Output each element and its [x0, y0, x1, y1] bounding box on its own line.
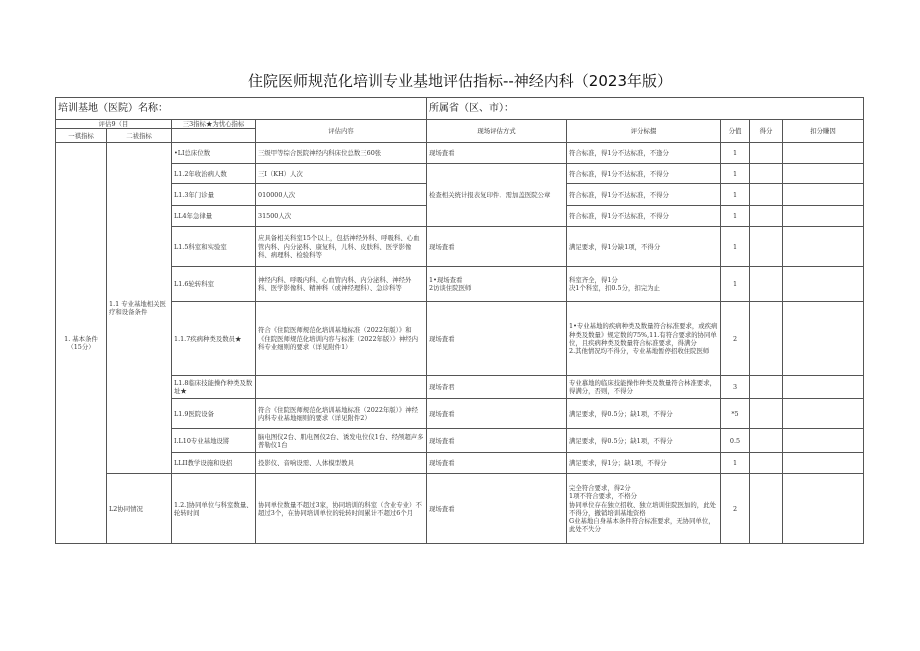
score-cell: 1: [721, 206, 750, 227]
reason-cell: [783, 376, 864, 399]
method-cell: 现场査看: [427, 453, 567, 474]
header-score: 分值: [721, 120, 750, 143]
level3-cell: L1.2年收治病人数: [172, 164, 256, 184]
got-cell: [750, 164, 783, 184]
table-row: [56, 302, 864, 376]
base-name-label: 培训基地（医院）名称：: [56, 98, 427, 120]
reason-cell: [783, 164, 864, 184]
table-row: [56, 267, 864, 302]
score-cell: 1: [721, 453, 750, 474]
header-reason: 扣分賺因: [783, 120, 864, 143]
level3-cell: 1.2.]协同单位与科室数量、轮转时间: [172, 474, 256, 544]
criteria-line: 协同单位存在独立招收、独立培训住院医加的，此处不得分，撤销培训基地资格: [569, 500, 716, 517]
method-line: 1•现场查看: [429, 276, 463, 284]
criteria-line: 1项不符合要求，不格分: [569, 492, 637, 501]
got-cell: [750, 267, 783, 302]
reason-cell: [783, 206, 864, 227]
criteria-line: G业基地自身基本条件符合标准要求，无协同单位，此处不失分: [569, 516, 715, 534]
table-row: [56, 453, 864, 474]
score-cell: 2: [721, 474, 750, 544]
score-cell: 2: [721, 302, 750, 376]
method-cell: 现场杳君: [427, 376, 567, 399]
info-row: [56, 98, 864, 120]
level3-cell: L1.3年门诊量: [172, 184, 256, 206]
reason-cell: [783, 184, 864, 206]
content-cell: 脑电图仪2台、肌电图仪2台、诱发电位仪1台、经颅超声多普勒仪1台: [256, 429, 427, 453]
content-cell: 31500人次: [256, 206, 427, 227]
criteria-cell: 符合标准，得1分不达标准，不逢分: [567, 143, 721, 164]
header-eval-item: 评估9（目: [56, 120, 172, 129]
method-cell: 现场査看: [427, 399, 567, 429]
criteria-line: 科室齐全，得1分: [569, 276, 618, 284]
got-cell: [750, 399, 783, 429]
criteria-cell: [567, 302, 721, 376]
criteria-cell: 满足要求，得0.5分；缺1项，不得分: [567, 399, 721, 429]
level3-cell: I.L10专业基地设將: [172, 429, 256, 453]
page-title: 住院医师规范化培训专业基地评估指标--神经内科（2023年版）: [247, 72, 672, 90]
score-cell: 1: [721, 164, 750, 184]
evaluation-table: [55, 97, 864, 544]
content-cell: 三级甲等综合医院神经内科床位总数三60张: [256, 143, 427, 164]
level3-cell: L1.6轮转科室: [172, 267, 256, 302]
criteria-cell: 满足要求，得1分；缺1项，不得分: [567, 453, 721, 474]
got-cell: [750, 143, 783, 164]
criteria-cell: 符合标准，得1分不达标准，不得分: [567, 206, 721, 227]
reason-cell: [783, 267, 864, 302]
level3-cell: LLII教学设施和设招: [172, 453, 256, 474]
method-cell: [427, 267, 567, 302]
reason-cell: [783, 399, 864, 429]
content-cell: [256, 376, 427, 399]
criteria-cell: 符合标准，得1分不达标准，不得分: [567, 164, 721, 184]
method-cell: 现场査看: [427, 143, 567, 164]
content-cell: 神经内科、呼吸内科、心血管内科、内分泌科、神经外科、医学影像科、精神科（或神经理科）、急诊科等: [256, 267, 427, 302]
content-cell: 三Ⅰ（KH）人次: [256, 164, 427, 184]
reason-cell: [783, 453, 864, 474]
level3-cell: •LI总床位数: [172, 143, 256, 164]
method-line: 2访谈住院医师: [429, 284, 472, 293]
level1-cell: 1. 基本条件（15分）: [56, 143, 107, 544]
reason-cell: [783, 302, 864, 376]
content-cell: 应具备相关科室15个以上，包括神经外科、呼吸科、心血管内科、内分泌科、康复科，儿科、皮肤科、医学影像科、病理科、检验科等: [256, 227, 427, 267]
method-cell: 现场査看: [427, 227, 567, 267]
content-cell: 符合《住院医师规范化培训基地标准（2022年版）》和《住院医师规范化培训内容与标准（2022年版）》神经内科专业细则的要求（详见附件1）: [256, 302, 427, 376]
score-cell: 1: [721, 227, 750, 267]
reason-cell: [783, 429, 864, 453]
table-row: [56, 164, 864, 184]
got-cell: [750, 376, 783, 399]
score-cell: 1: [721, 267, 750, 302]
criteria-cell: 满足要求，得0.5分；缺1项，不得分: [567, 429, 721, 453]
criteria-cell: 专业慕地的临床技能操作种类及数量符合林准要求，得满分，否则，不得分: [567, 376, 721, 399]
header-got: 得分: [750, 120, 783, 143]
table-row: [56, 143, 864, 164]
criteria-line: 2.其他情况均不得分，专业基地暂停招收住院医师: [569, 346, 710, 355]
content-cell: 投影仪、音响设需、人体模型教具: [256, 453, 427, 474]
table-row: [56, 399, 864, 429]
header-level2: 二祓指标: [107, 129, 172, 143]
content-cell: 协同单位数量不超过3家，协同培训的科室（含业专业）不超过3个，在协同培训单位的轮转时间累计不超过6个月: [256, 474, 427, 544]
header-level3: 三3指标★为忧心指标: [172, 120, 256, 129]
table-row: [56, 227, 864, 267]
level3-cell: LL4年急律量: [172, 206, 256, 227]
got-cell: [750, 227, 783, 267]
header-level1: 一祺指标: [56, 129, 107, 143]
got-cell: [750, 474, 783, 544]
got-cell: [750, 206, 783, 227]
level2-cell: 1.1 专业基地相关医疗和设备条件: [107, 143, 172, 474]
score-cell: 1: [721, 143, 750, 164]
content-cell: 符合《住院医师规范化培训基地标准（2022年版）》神经内科专业基地细则的要求（详见附件2）: [256, 399, 427, 429]
level3-cell: L1.8临床技能操作种类及数址★: [172, 376, 256, 399]
header-level3-blank: [172, 129, 256, 143]
got-cell: [750, 429, 783, 453]
score-cell: *5: [721, 399, 750, 429]
level3-cell: L1.5科室和实验室: [172, 227, 256, 267]
header-criteria: 评分标掇: [567, 120, 721, 143]
criteria-cell: [567, 474, 721, 544]
province-label: 所属省（区、市）：: [427, 98, 864, 120]
header-method: 现场评估方式: [427, 120, 567, 143]
level2-cell: L2协同情况: [107, 474, 172, 544]
table-row: [56, 474, 864, 544]
header-row-1: [56, 120, 864, 129]
header-content: 评估内容: [256, 120, 427, 143]
criteria-line: 完全符合要求，得2分: [569, 484, 631, 493]
level3-cell: 1.1.7疾病种类及数员★: [172, 302, 256, 376]
reason-cell: [783, 474, 864, 544]
criteria-cell: 满足要求，得1分缺1项，不得分: [567, 227, 721, 267]
reason-cell: [783, 143, 864, 164]
method-cell: 现场査看: [427, 302, 567, 376]
criteria-cell: 符合标准，得1分不达标准，不得分: [567, 184, 721, 206]
level3-cell: L1.9医院设备: [172, 399, 256, 429]
got-cell: [750, 184, 783, 206]
method-cell: 现场査看: [427, 474, 567, 544]
reason-cell: [783, 227, 864, 267]
score-cell: 1: [721, 184, 750, 206]
got-cell: [750, 453, 783, 474]
content-cell: 010000人次: [256, 184, 427, 206]
got-cell: [750, 302, 783, 376]
criteria-line: 1•专业基地的疾病种类及数量符合标准要求，或疾病种类及数量》规定数的75%,11.有符合要求的协同单位，且疾病种类及数量符合标准要求，得满分: [569, 322, 718, 347]
method-cell: 现场査看: [427, 429, 567, 453]
table-row: [56, 429, 864, 453]
score-cell: 3: [721, 376, 750, 399]
criteria-cell: [567, 267, 721, 302]
criteria-line: 决1个科室，扣0.5分，扣完为止: [569, 284, 660, 293]
table-row: [56, 376, 864, 399]
score-cell: 0.5: [721, 429, 750, 453]
method-cell: 检查相关统计报表复印件．需加盖医院公章: [427, 164, 567, 227]
